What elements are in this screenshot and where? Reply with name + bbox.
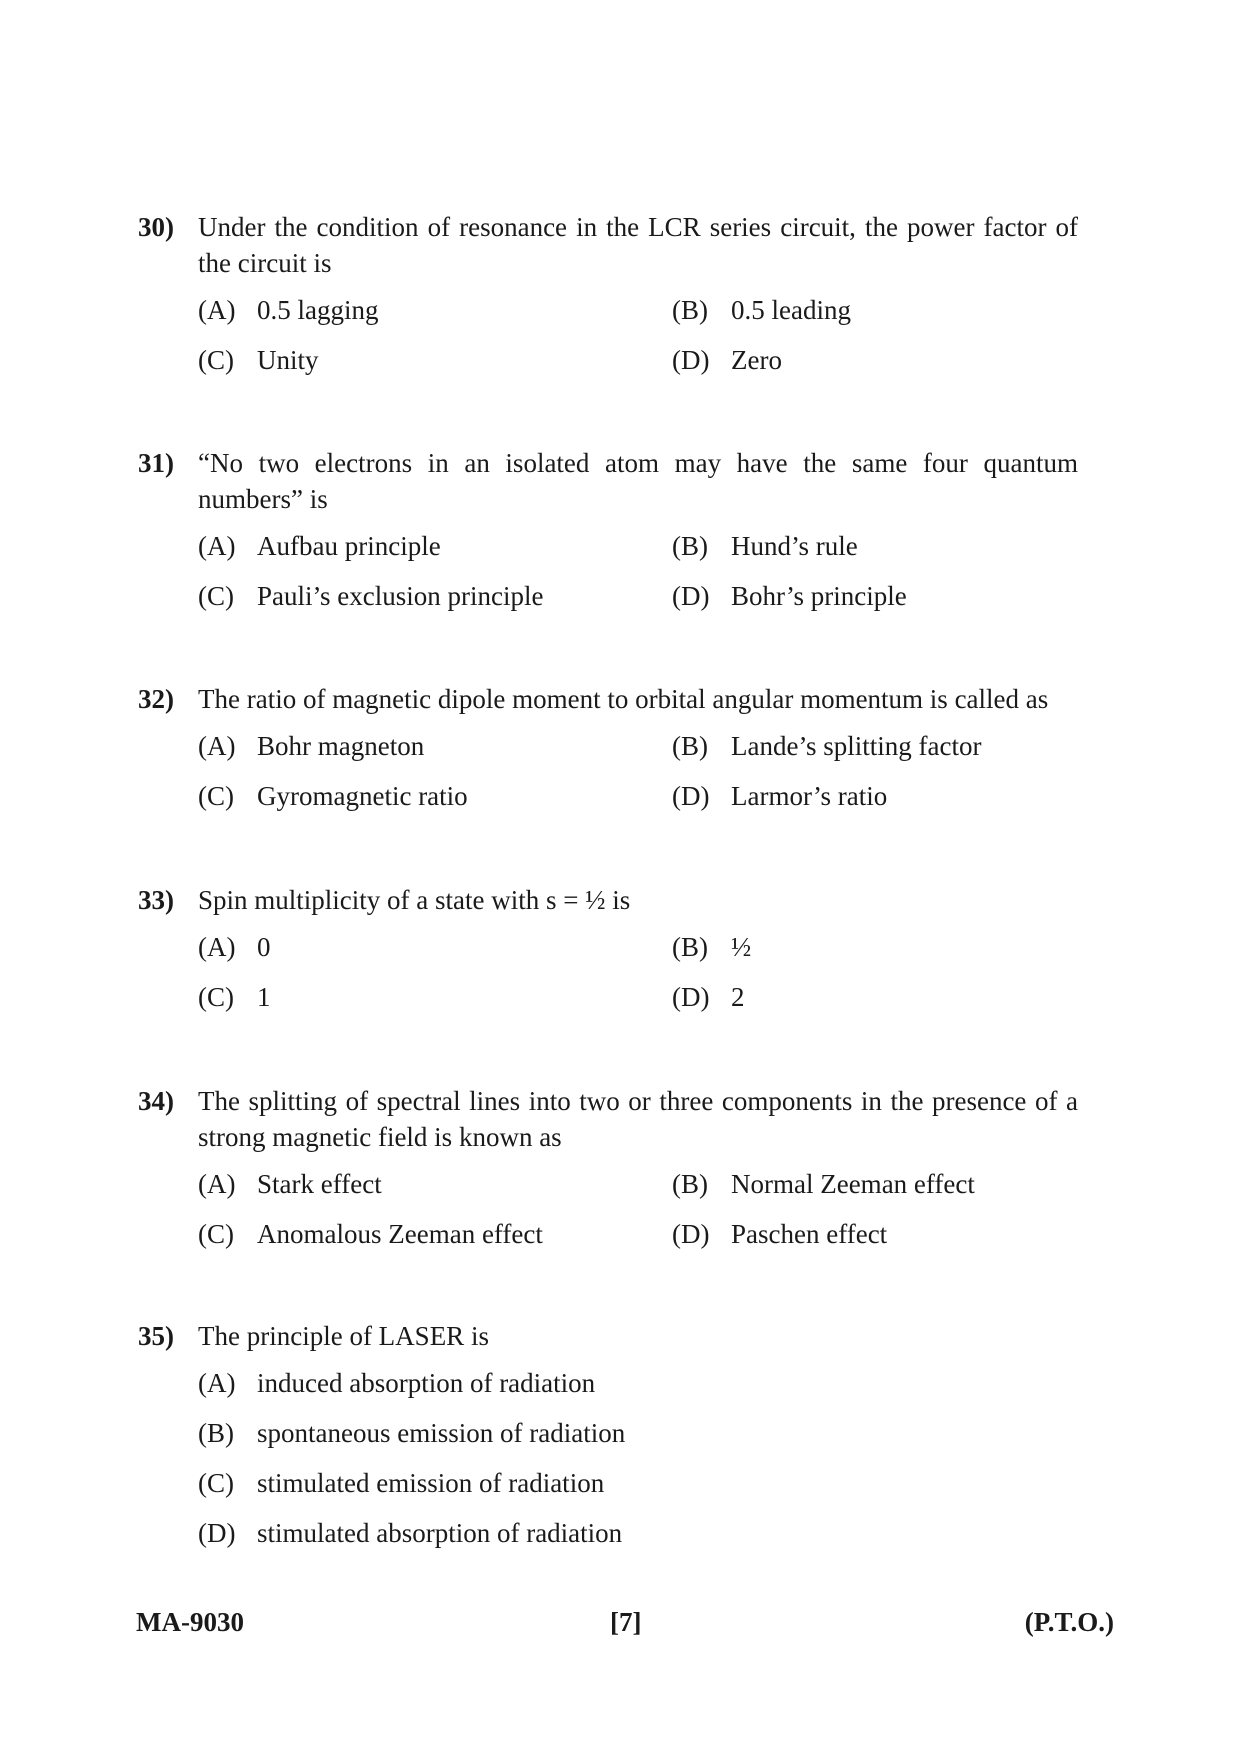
option-c: [198, 578, 672, 614]
option-text: Larmor’s ratio: [731, 781, 888, 811]
option-text: Bohr magneton: [257, 731, 425, 761]
option-a: [198, 1365, 1078, 1401]
option-label: (B): [672, 1169, 708, 1199]
option-c: [198, 979, 672, 1015]
option-a: [198, 292, 672, 328]
question-stem: [138, 882, 1078, 918]
question-text: The principle of LASER is: [198, 1321, 489, 1351]
option-label: (B): [672, 295, 708, 325]
option-a: [198, 1166, 672, 1202]
option-label: (D): [672, 1219, 710, 1249]
option-d: [198, 1515, 1078, 1551]
question-number: 35): [138, 1321, 174, 1351]
option-text: Normal Zeeman effect: [731, 1169, 975, 1199]
option-text: ½: [731, 932, 752, 962]
option-b: [672, 528, 1078, 564]
option-label: (C): [198, 345, 234, 375]
option-label: (B): [672, 932, 708, 962]
options-grid: [198, 292, 1078, 378]
option-text: 0.5 leading: [731, 295, 851, 325]
option-d: [672, 578, 1078, 614]
option-text: induced absorption of radiation: [257, 1368, 596, 1398]
option-c: [198, 1216, 672, 1252]
option-label: (D): [672, 982, 710, 1012]
option-label: (D): [672, 345, 710, 375]
option-label: (A): [198, 295, 236, 325]
question-text: “No two electrons in an isolated atom may have the same four quantum numbers” is: [198, 448, 1078, 514]
option-label: (D): [672, 581, 710, 611]
option-d: [672, 979, 1078, 1015]
option-text: Pauli’s exclusion principle: [257, 581, 544, 611]
option-text: Zero: [731, 345, 782, 375]
question-stem: [138, 1318, 1078, 1354]
question-number: 30): [138, 212, 174, 242]
paper-code: MA-9030: [136, 1607, 244, 1637]
option-label: (A): [198, 531, 236, 561]
question-number: 33): [138, 885, 174, 915]
option-d: [672, 342, 1078, 378]
question-number: 34): [138, 1086, 174, 1116]
page-number: [7]: [610, 1607, 642, 1637]
option-text: Gyromagnetic ratio: [257, 781, 468, 811]
option-label: (D): [198, 1518, 236, 1548]
question-stem: [138, 445, 1078, 517]
option-text: Lande’s splitting factor: [731, 731, 982, 761]
question-number: 31): [138, 448, 174, 478]
option-label: (C): [198, 781, 234, 811]
question-stem: [138, 681, 1078, 717]
option-label: (C): [198, 1219, 234, 1249]
question-number: 32): [138, 684, 174, 714]
options-grid: [198, 528, 1078, 614]
option-text: spontaneous emission of radiation: [257, 1418, 626, 1448]
question-stem: [138, 209, 1078, 281]
question-stem: [138, 1083, 1078, 1155]
option-label: (C): [198, 581, 234, 611]
option-label: (A): [198, 731, 236, 761]
question-31: [138, 445, 1078, 614]
option-d: [672, 1216, 1078, 1252]
question-text: Under the condition of resonance in the LCR series circuit, the power factor of the circuit is: [198, 212, 1078, 278]
option-label: (A): [198, 1368, 236, 1398]
option-label: (A): [198, 1169, 236, 1199]
options-grid: [198, 728, 1078, 814]
page-footer: [136, 1604, 1114, 1640]
option-text: Stark effect: [257, 1169, 382, 1199]
option-text: Aufbau principle: [257, 531, 441, 561]
option-text: 0: [257, 932, 271, 962]
option-c: [198, 342, 672, 378]
option-text: Unity: [257, 345, 319, 375]
option-text: Bohr’s principle: [731, 581, 907, 611]
option-b: [672, 929, 1078, 965]
question-34: [138, 1083, 1078, 1252]
option-label: (A): [198, 932, 236, 962]
option-text: stimulated emission of radiation: [257, 1468, 605, 1498]
option-text: 2: [731, 982, 745, 1012]
option-label: (C): [198, 1468, 234, 1498]
option-label: (B): [198, 1418, 234, 1448]
option-text: 0.5 lagging: [257, 295, 379, 325]
question-text: Spin multiplicity of a state with s = ½ is: [198, 885, 631, 915]
option-label: (B): [672, 731, 708, 761]
option-text: Paschen effect: [731, 1219, 888, 1249]
option-label: (C): [198, 982, 234, 1012]
option-label: (D): [672, 781, 710, 811]
question-text: The ratio of magnetic dipole moment to orbital angular momentum is called as: [198, 684, 1049, 714]
option-c: [198, 1465, 1078, 1501]
options-grid: [198, 1166, 1078, 1252]
option-d: [672, 778, 1078, 814]
option-a: [198, 728, 672, 764]
option-text: stimulated absorption of radiation: [257, 1518, 623, 1548]
option-text: Anomalous Zeeman effect: [257, 1219, 543, 1249]
option-c: [198, 778, 672, 814]
option-b: [672, 1166, 1078, 1202]
question-35: [138, 1318, 1078, 1551]
option-label: (B): [672, 531, 708, 561]
please-turn-over: (P.T.O.): [1024, 1607, 1114, 1637]
option-b: [198, 1415, 1078, 1451]
options-grid: [198, 929, 1078, 1015]
option-b: [672, 292, 1078, 328]
question-32: [138, 681, 1078, 814]
question-text: The splitting of spectral lines into two or three components in the presence of a strong magnetic field is known as: [198, 1086, 1078, 1152]
option-a: [198, 528, 672, 564]
question-30: [138, 209, 1078, 378]
options-list: [198, 1365, 1078, 1551]
option-text: Hund’s rule: [731, 531, 858, 561]
question-33: [138, 882, 1078, 1015]
option-text: 1: [257, 982, 271, 1012]
option-a: [198, 929, 672, 965]
option-b: [672, 728, 1078, 764]
